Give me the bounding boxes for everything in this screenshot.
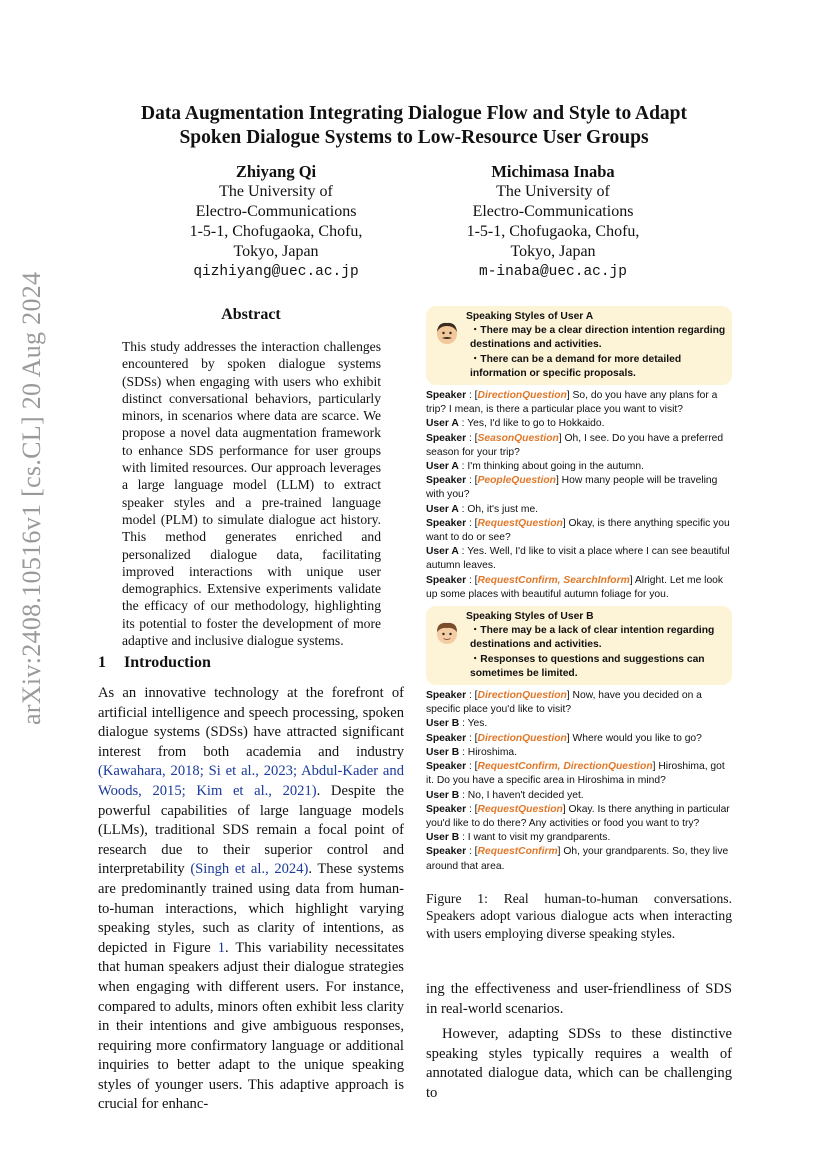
dialogue-act-tag: RequestQuestion [477,803,563,815]
speaker-label: Speaker [426,517,467,529]
abstract-heading: Abstract [221,306,281,323]
title-line-1: Data Augmentation Integrating Dialogue Flow and Style to Adapt [140,103,688,124]
author-address: 1-5-1, Chofugaoka, Chofu, [189,223,363,240]
author-email: m-inaba@uec.ac.jp [479,264,627,280]
speaker-label: Speaker [426,390,467,402]
user-b-style-bullet: ・Responses to questions and suggestions can sometimes be limited. [470,653,705,679]
speaker-label: User B [426,832,460,844]
dialogue-turn: Speaker : [RequestConfirm, SearchInform] Alright. Let me look up some places with beautiful autumn foliage for you. [426,574,724,600]
utterance-text: Where would you like to go? [569,732,702,744]
right-column-text [426,980,732,1104]
section-number: 1 [98,654,106,671]
user-a-style-box [426,306,732,385]
dialogue-turn: Speaker : [RequestConfirm] Oh, your grandparents. So, they live around that area. [426,846,729,872]
author-address: Tokyo, Japan [510,243,596,260]
intro-paragraph [98,684,404,1115]
utterance-text: Now, have you decided on a specific place you'd like to visit? [426,690,702,716]
dialogue-turn: User A : Oh, it's just me. [426,503,539,515]
utterance-text: Alright. Let me look up some places with beautiful autumn foliage for you. [426,574,724,600]
dialogue-b [426,689,732,874]
dialogue-turn: User B : Yes. [426,718,488,730]
intro-text: As an innovative technology at the forefront of artificial intelligence and speech processing, spoken dialogue systems (SDSs) have attracted significant interest from both academia and industry [98,685,404,760]
dialogue-turn: Speaker : [DirectionQuestion] Where would you like to go? [426,732,702,744]
author-block-2 [403,162,703,282]
citation-link[interactable]: (Singh et al., 2024) [190,861,309,878]
paper-title [100,102,728,150]
dialogue-turn: Speaker : [PeopleQuestion] How many people will be traveling with you? [426,475,718,501]
dialogue-turn: User B : No, I haven't decided yet. [426,789,584,801]
dialogue-turn: Speaker : [RequestQuestion] Okay, is there anything specific you want to do or see? [426,517,730,544]
author-affiliation: Electro-Communications [472,203,634,220]
figure-caption: Figure 1: Real human-to-human conversations. Speakers adopt various dialogue acts when interacting with users employing diverse speaking styles. [426,891,732,941]
dialogue-turn: Speaker : [DirectionQuestion] Now, have you decided on a specific place you'd like to visit? [426,690,702,716]
user-a-style-heading: Speaking Styles of User A [466,311,594,322]
user-a-style-bullet: ・There may be a clear direction intention regarding destinations and activities. [470,325,726,351]
dialogue-turn: Speaker : [SeasonQuestion] Oh, I see. Do you have a preferred season for your trip? [426,432,724,458]
speaker-label: Speaker [426,803,467,815]
dialogue-turn: User B : I want to visit my grandparents. [426,832,611,844]
speaker-label: User B [426,746,460,758]
utterance-text: Yes, I'd like to go to Hokkaido. [467,418,605,430]
user-b-style-heading: Speaking Styles of User B [466,611,594,623]
figure-ref-link[interactable]: 1 [217,939,225,956]
utterance-text: Oh, it's just me. [467,503,539,515]
user-b-style-bullet: ・There may be a lack of clear intention regarding destinations and activities. [470,625,715,651]
dialogue-act-tag: RequestConfirm, SearchInform [477,574,630,586]
dialogue-act-tag: SeasonQuestion [477,432,559,444]
speaker-label: Speaker [426,761,467,773]
user-b-style-box [426,606,732,685]
utterance-text: Okay, is there anything specific you want to do or see? [426,517,730,544]
author-address: Tokyo, Japan [233,243,319,260]
citation-link[interactable]: (Kawahara, 2018; Si et al., 2023; Abdul-Kader and Woods, 2015; Kim et al., 2021) [98,763,404,799]
user-a-style-bullet: ・There can be a demand for more detailed information or specific proposals. [470,353,682,379]
title-line-2: Spoken Dialogue Systems to Low-Resource User Groups [179,127,649,148]
speaker-label: Speaker [426,732,467,744]
author-affiliation: Electro-Communications [195,203,357,220]
speaker-label: User A [426,461,459,473]
utterance-text: Hiroshima, got it. Do you have a specific area in Hiroshima in mind? [426,761,725,787]
utterance-text: So, do you have any plans for a trip? I mean, is there a particular place you want to visit? [426,390,718,416]
dialogue-act-tag: DirectionQuestion [477,390,567,402]
figure-1 [426,306,732,874]
arxiv-stamp: arXiv:2408.10516v1 [cs.CL] 20 Aug 2024 [17,271,46,725]
man-face-icon [434,320,460,346]
intro-text: . Despite the powerful capabilities of large language models (LLMs), traditional SDS remain a focal point of research due to their superior control and interpretability [98,782,404,878]
section-heading [98,654,211,672]
dialogue-act-tag: DirectionQuestion [477,690,567,702]
dialogue-turn: Speaker : [RequestQuestion] Okay. Is there anything in particular you'd like to do there? Any activities or food you want to try? [426,803,730,829]
utterance-text: Oh, I see. Do you have a preferred season for your trip? [426,432,724,458]
author-block-1 [126,162,426,282]
author-name: Zhiyang Qi [235,162,317,181]
utterance-text: I'm thinking about going in the autumn. [467,461,644,473]
speaker-label: Speaker [426,475,467,487]
speaker-label: User B [426,718,460,730]
utterance-text: How many people will be traveling with you? [426,475,718,501]
intro-text: . These systems are predominantly trained using data from human-to-human interactions, which highlight varying speaking styles, such as clarity of intentions, as depicted in Figure [98,861,405,956]
abstract-body: This study addresses the interaction challenges encountered by spoken dialogue systems (SDSs) when engaging with users who exhibit distinct conversational behaviors, particularly minors, in scenarios where data are scarce. We propose a novel data augmentation framework to enhance SDS performance for user groups with limited resources. Our approach leverages a large language model (LLM) to extract speaker styles and a pre-trained language model (PLM) to simulate dialogue act history. This method generates enriched and personalized dialogue data, facilitating improved interactions with unique user demographics. Extensive experiments validate the efficacy of our methodology, highlighting its potential to foster the development of more adaptive and inclusive dialogue systems. [122,339,381,649]
speaker-label: Speaker [426,432,467,444]
speaker-label: User A [426,546,459,558]
utterance-text: Oh, your grandparents. So, they live around that area. [426,846,729,872]
paragraph: However, adapting SDSs to these distinctive speaking styles typically requires a wealth of annotated dialogue data, which can be challenging to [426,1026,732,1101]
utterance-text: No, I haven't decided yet. [467,789,584,801]
dialogue-a [426,389,732,602]
speaker-label: User B [426,789,460,801]
paragraph: ing the effectiveness and user-friendliness of SDS in real-world scenarios. [426,981,732,1017]
dialogue-turn: Speaker : [DirectionQuestion] So, do you have any plans for a trip? I mean, is there a particular place you want to visit? [426,390,718,416]
author-address: 1-5-1, Chofugaoka, Chofu, [466,223,640,240]
utterance-text: Yes. [467,718,488,730]
dialogue-turn: User A : I'm thinking about going in the autumn. [426,461,644,473]
speaker-label: User A [426,418,459,430]
author-name: Michimasa Inaba [491,162,615,181]
author-email: qizhiyang@uec.ac.jp [193,264,359,280]
boy-face-icon [434,620,460,646]
utterance-text: Okay. Is there anything in particular you'd like to do there? Any activities or food you want to try? [426,803,730,829]
dialogue-act-tag: RequestConfirm [477,846,558,858]
section-title: Introduction [124,654,211,671]
author-affiliation: The University of [496,183,610,200]
utterance-text: Yes. Well, I'd like to visit a place where I can see beautiful autumn leaves. [426,546,730,572]
utterance-text: Hiroshima. [467,746,518,758]
speaker-label: Speaker [426,574,467,586]
dialogue-turn: User A : Yes. Well, I'd like to visit a place where I can see beautiful autumn leaves. [426,546,730,572]
intro-text: . This variability necessitates that human speakers adjust their dialogue strategies when engaging with different users. For instance, compared to adults, minors often exhibit less clarity in their intentions and give ambiguous responses, requiring more confirmatory language or additional inquiries to better adapt to the unique speaking styles of younger users. This adaptive approach is crucial for enhanc- [98,939,404,1113]
dialogue-act-tag: PeopleQuestion [477,475,556,487]
speaker-label: Speaker [426,690,467,702]
dialogue-act-tag: RequestConfirm, DirectionQuestion [477,761,653,773]
author-affiliation: The University of [219,183,333,200]
utterance-text: I want to visit my grandparents. [467,832,611,844]
dialogue-turn: User A : Yes, I'd like to go to Hokkaido. [426,418,605,430]
dialogue-turn: User B : Hiroshima. [426,746,518,758]
speaker-label: User A [426,503,459,515]
dialogue-act-tag: RequestQuestion [477,517,563,529]
speaker-label: Speaker [426,846,467,858]
dialogue-turn: Speaker : [RequestConfirm, DirectionQuestion] Hiroshima, got it. Do you have a specific area in Hiroshima in mind? [426,761,725,787]
dialogue-act-tag: DirectionQuestion [477,732,567,744]
